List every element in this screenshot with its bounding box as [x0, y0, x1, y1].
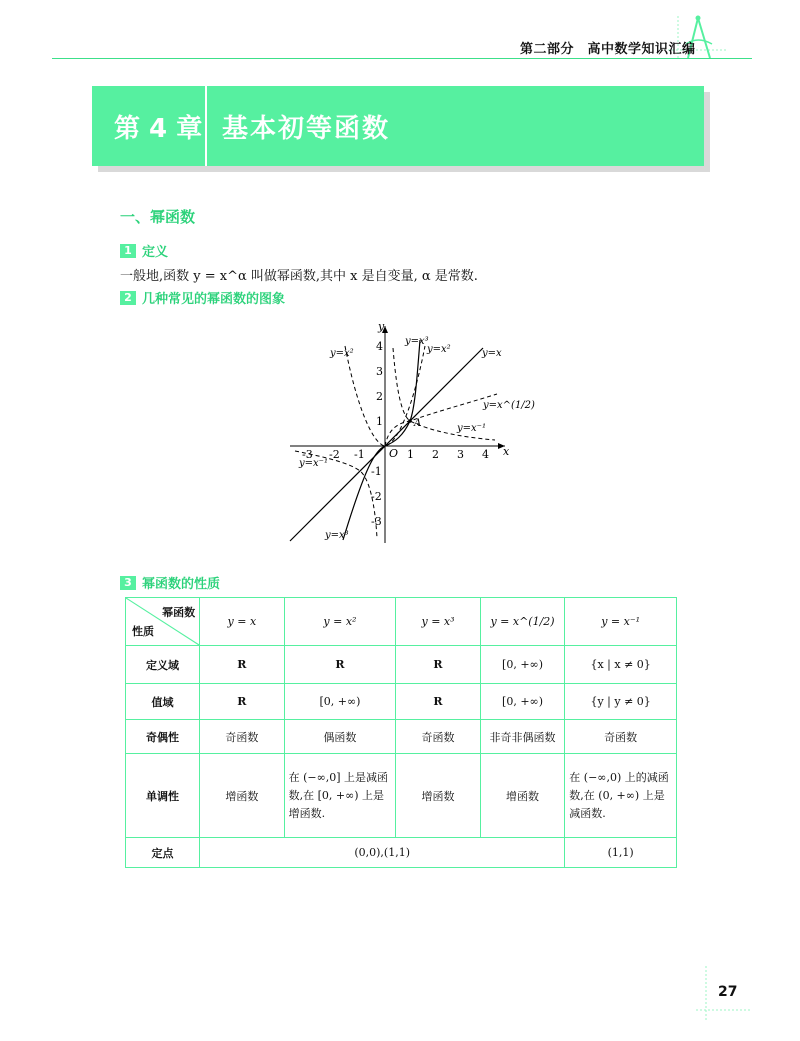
table-cell: R [200, 684, 285, 720]
label-y-inv-left: y=x⁻¹ [299, 458, 328, 469]
page-header [0, 0, 800, 60]
table-cell: [0, +∞) [480, 684, 565, 720]
corner-top-label: 幂函数 [162, 606, 196, 619]
table-cell: 奇函数 [565, 720, 677, 754]
table-cell: R [284, 646, 396, 684]
function-header: y = x^(1/2) [480, 598, 565, 646]
row-label: 定点 [126, 838, 200, 868]
table-cell: [0, +∞) [480, 646, 565, 684]
table-cell: R [200, 646, 285, 684]
row-label: 定义域 [126, 646, 200, 684]
corner-cell [126, 598, 200, 646]
x-axis-label: x [503, 445, 510, 458]
label-y-x: y=x [482, 348, 502, 359]
y-tick: 2 [376, 390, 383, 403]
table-cell: (1,1) [565, 838, 677, 868]
y-tick: -3 [371, 515, 382, 528]
table-cell: R [396, 684, 481, 720]
subsection-number: 3 [120, 576, 136, 590]
y-axis-label: y [378, 320, 385, 333]
row-label: 奇偶性 [126, 720, 200, 754]
corner-bottom-label: 性质 [132, 625, 154, 638]
y-tick: -2 [371, 490, 382, 503]
section-title: 一、幂函数 [120, 208, 196, 226]
label-y-x2-left: y=x² [330, 348, 354, 359]
table-row [126, 720, 677, 754]
table-cell: 非奇非偶函数 [480, 720, 565, 754]
subsection-number: 2 [120, 291, 136, 305]
table-cell: 奇函数 [200, 720, 285, 754]
table-cell: 增函数 [396, 754, 481, 838]
power-function-graph [285, 318, 535, 548]
table-cell: 增函数 [480, 754, 565, 838]
table-cell: 在 (−∞,0] 上是减函数,在 [0, +∞) 上是增函数. [284, 754, 396, 838]
function-header: y = x [200, 598, 285, 646]
curve-y-x [290, 348, 483, 541]
x-tick: -2 [329, 448, 340, 461]
page-number: 27 [718, 984, 738, 1000]
origin-label: O [389, 447, 399, 460]
label-y-x3-top: y=x³ [405, 336, 429, 347]
chapter-number: 第 4 章 [114, 114, 203, 144]
row-label: 单调性 [126, 754, 200, 838]
label-y-x3-bottom: y=x³ [325, 530, 349, 541]
subsection-properties [120, 573, 220, 592]
x-tick: -3 [302, 448, 313, 461]
label-y-inv-right: y=x⁻¹ [457, 423, 486, 434]
table-cell: (0,0),(1,1) [200, 838, 565, 868]
subsection-title: 定义 [142, 245, 169, 260]
label-y-sqrt: y=x^(1/2) [483, 400, 535, 411]
table-row [126, 646, 677, 684]
x-tick: 2 [432, 448, 439, 461]
table-cell: [0, +∞) [284, 684, 396, 720]
subsection-number: 1 [120, 244, 136, 258]
x-tick: 3 [457, 448, 464, 461]
y-tick: 3 [376, 365, 383, 378]
table-cell: 奇函数 [396, 720, 481, 754]
chapter-banner [92, 86, 704, 166]
function-header: y = x³ [396, 598, 481, 646]
table-cell: {x | x ≠ 0} [565, 646, 677, 684]
row-label: 值域 [126, 684, 200, 720]
x-tick: 1 [407, 448, 414, 461]
function-header: y = x⁻¹ [565, 598, 677, 646]
table-row [126, 838, 677, 868]
definition-content: 一般地,函数 y = x^α 叫做幂函数,其中 x 是自变量, α 是常数. [120, 269, 478, 284]
subsection-title: 幂函数的性质 [142, 577, 221, 592]
y-tick: -1 [371, 465, 382, 478]
x-tick: -1 [354, 448, 365, 461]
table-row [126, 684, 677, 720]
table-header-row [126, 598, 677, 646]
table-row [126, 754, 677, 838]
function-header: y = x² [284, 598, 396, 646]
table-cell: 增函数 [200, 754, 285, 838]
chapter-title: 基本初等函数 [222, 114, 391, 144]
y-tick: 4 [376, 340, 383, 353]
subsection-definition [120, 241, 168, 260]
subsection-graphs [120, 288, 285, 307]
point-a-label: A [414, 418, 422, 429]
y-tick: 1 [376, 415, 383, 428]
chapter-divider [205, 86, 207, 166]
part-title: 第二部分 高中数学知识汇编 [520, 42, 696, 57]
table-cell: {y | y ≠ 0} [565, 684, 677, 720]
label-y-x2-top: y=x² [427, 344, 451, 355]
definition-text [120, 265, 478, 284]
table-cell: 在 (−∞,0) 上的减函数,在 (0, +∞) 上是减函数. [565, 754, 677, 838]
point-a [408, 419, 412, 423]
curve-labels [298, 336, 535, 541]
x-tick: 4 [482, 448, 489, 461]
table-cell: R [396, 646, 481, 684]
subsection-title: 几种常见的幂函数的图象 [142, 292, 286, 307]
header-divider [52, 58, 752, 59]
table-cell: 偶函数 [284, 720, 396, 754]
properties-table [125, 597, 677, 868]
